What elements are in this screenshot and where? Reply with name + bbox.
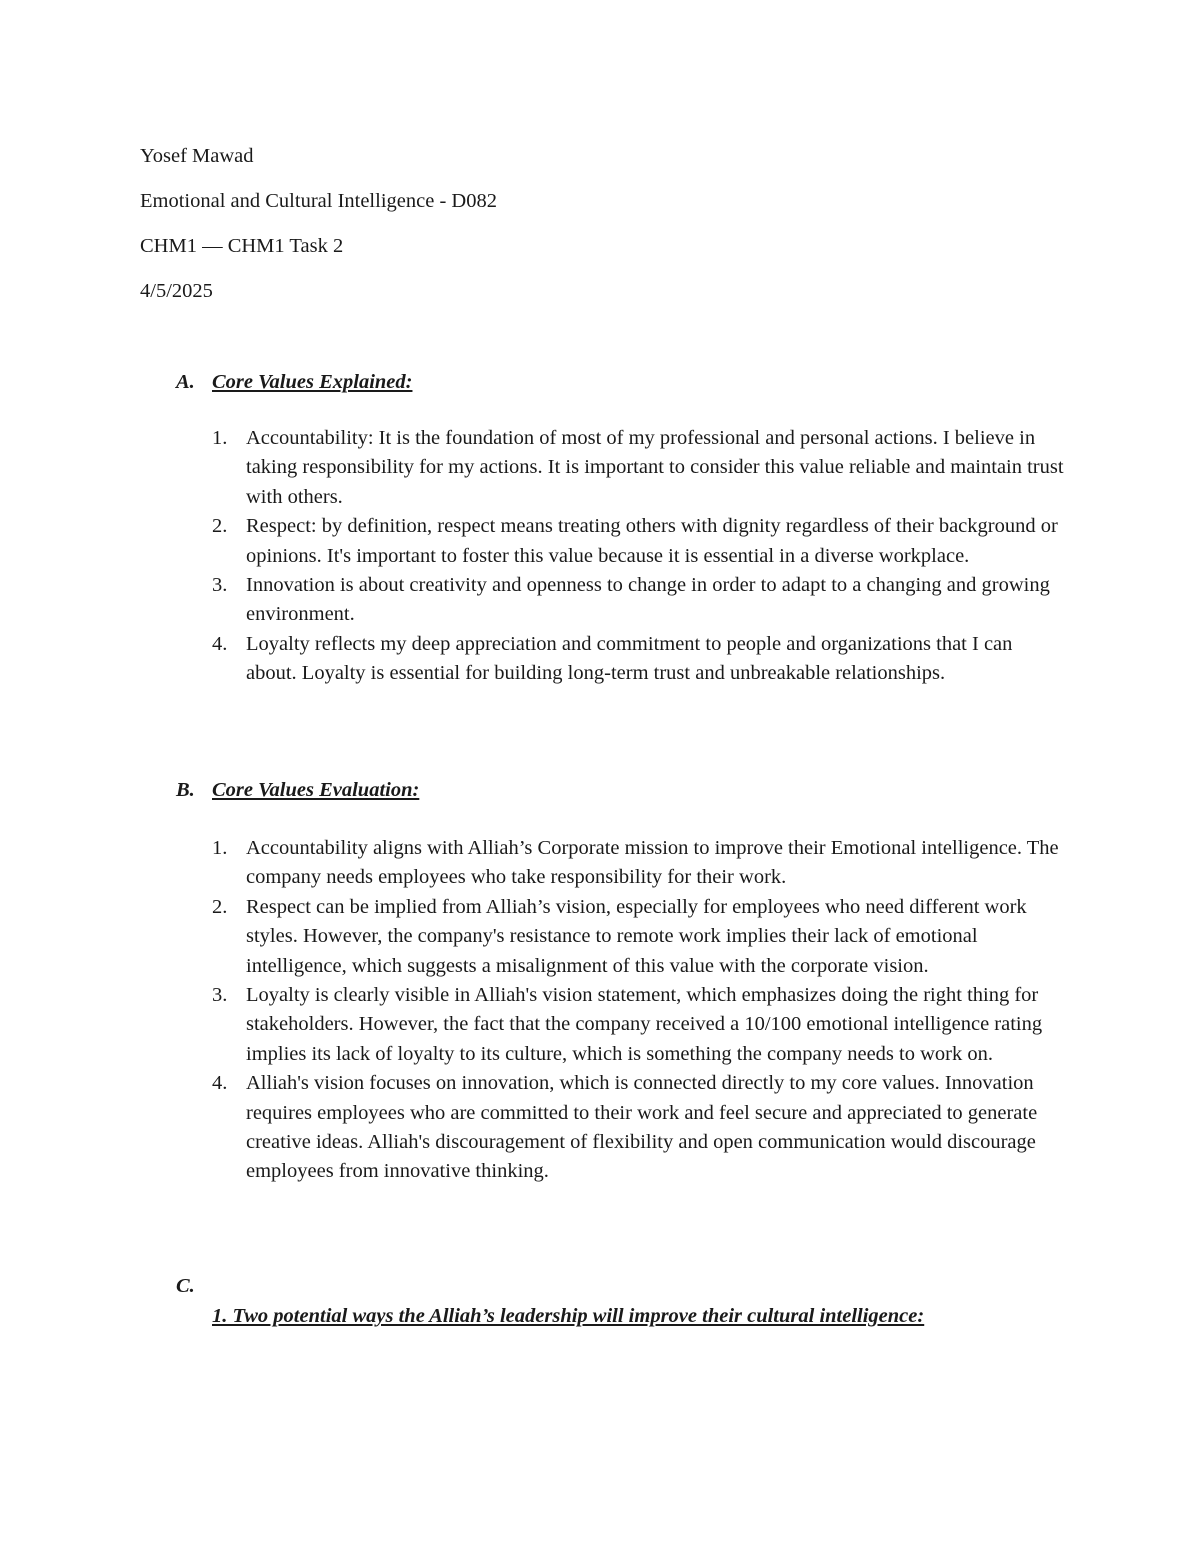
list-item-text: Accountability aligns with Alliah’s Corporate mission to improve their Emotional intelligence. The company needs employees who take responsibility for their work. <box>246 837 1059 889</box>
list-item-number: 3. <box>212 574 228 597</box>
section-c-subheading: 1. Two potential ways the Alliah’s leadership will improve their cultural intelligence: <box>212 1305 925 1327</box>
section-b-letter: B. <box>176 779 195 801</box>
list-item <box>0 571 1066 630</box>
list-item <box>0 1069 1066 1187</box>
list-item-number: 4. <box>212 632 228 655</box>
author-name: Yosef Mawad <box>140 145 254 167</box>
list-item-text: Accountability: It is the foundation of most of my professional and personal actions. I believe in taking responsibility for my actions. It is important to consider this value reliable and maintain trust with others. <box>246 427 1064 508</box>
list-item <box>0 981 1066 1069</box>
section-b-title: Core Values Evaluation: <box>212 779 420 801</box>
list-item-number: 4. <box>212 1072 228 1095</box>
task-title: CHM1 — CHM1 Task 2 <box>140 235 344 257</box>
section-a-list <box>0 424 1066 689</box>
course-title: Emotional and Cultural Intelligence - D082 <box>140 190 497 212</box>
list-item-number: 1. <box>212 837 228 859</box>
list-item-number: 3. <box>212 984 228 1007</box>
document-date: 4/5/2025 <box>140 280 213 302</box>
list-item <box>0 893 1066 981</box>
list-item-text: Alliah's vision focuses on innovation, which is connected directly to my core values. Innovation requires employees who are committed to their work and feel secure and appreciated to generate creative ideas. Alliah's discouragement of flexibility and open communication would discourage employees from innovative thinking. <box>246 1072 1038 1183</box>
section-c-letter: C. <box>176 1275 195 1297</box>
list-item-text: Loyalty is clearly visible in Alliah's vision statement, which emphasizes doing the right thing for stakeholders. However, the fact that the company received a 10/100 emotional intelligence rating implies its lack of loyalty to its culture, which is something the company needs to work on. <box>246 984 1043 1065</box>
list-item-text: Loyalty reflects my deep appreciation and commitment to people and organizations that I can about. Loyalty is essential for building long-term trust and unbreakable relationships. <box>246 632 1013 685</box>
section-b-list <box>0 834 1066 1187</box>
list-item <box>0 630 1066 689</box>
list-item-number: 2. <box>212 515 228 538</box>
list-item <box>0 834 1066 893</box>
list-item <box>0 424 1066 512</box>
list-item-number: 2. <box>212 895 228 918</box>
list-item-text: Innovation is about creativity and openness to change in order to adapt to a changing and growing environment. <box>246 574 1050 626</box>
list-item-number: 1. <box>212 427 228 449</box>
list-item-text: Respect: by definition, respect means treating others with dignity regardless of their background or opinions. It's important to foster this value because it is essential in a diverse workplace. <box>246 515 1058 567</box>
list-item <box>0 512 1066 571</box>
section-a-title: Core Values Explained: <box>212 371 413 393</box>
section-a-letter: A. <box>176 371 195 393</box>
list-item-text: Respect can be implied from Alliah’s vision, especially for employees who need different work styles. However, the company's resistance to remote work implies their lack of emotional intelligence, which suggests a misalignment of this value with the corporate vision. <box>246 895 1027 977</box>
